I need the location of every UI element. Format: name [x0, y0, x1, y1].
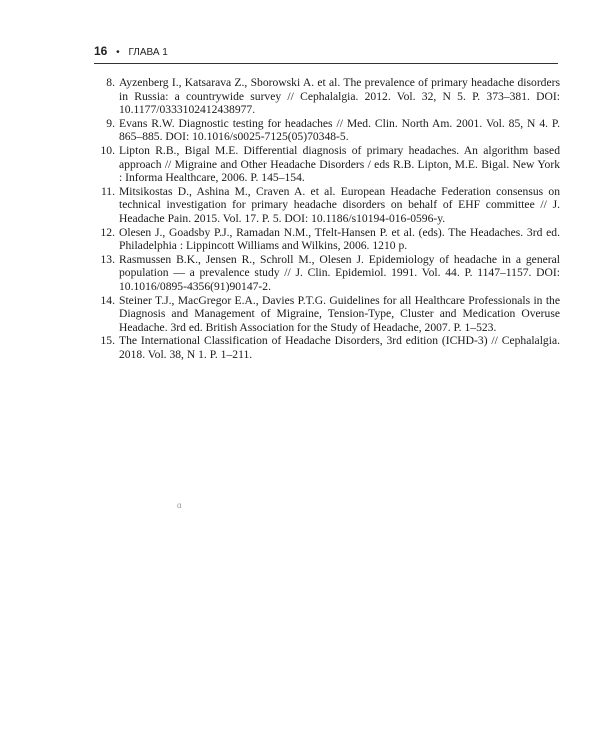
reference-text: The International Classification of Headache Disorders, 3rd edition (ICHD-3) // Cephalalgia. 2018. Vol. 38, N 1. P. 1–211.	[119, 334, 560, 361]
reference-text: Lipton R.B., Bigal M.E. Differential diagnosis of primary headaches. An algorithm based approach // Migraine and Other Headache Disorders / eds R.B. Lipton, M.E. Bigal. New York : Informa Healthcare, 2006. P. 145–154.	[119, 143, 560, 185]
reference-number: 11.	[100, 184, 115, 198]
reference-item	[94, 253, 560, 294]
reference-text: Rasmussen B.K., Jensen R., Schroll M., Olesen J. Epidemiology of headache in a general population — a prevalence study // J. Clin. Epidemiol. 1991. Vol. 44. P. 1147–1157. DOI: 10.1016/0895-4356(91)90147-2.	[119, 252, 560, 293]
reference-text: Steiner T.J., MacGregor E.A., Davies P.T.G. Guidelines for all Healthcare Professionals in the Diagnosis and Management of Migraine, Tension-Type, Cluster and Medication Overuse Headache. 3rd ed. British Association for the Study of Headache, 2007. P. 1–523.	[119, 293, 560, 334]
reference-number: 9.	[106, 116, 115, 130]
reference-item	[94, 185, 560, 226]
reference-item	[94, 294, 560, 335]
reference-item	[94, 117, 560, 144]
header-bullet: •	[116, 47, 120, 58]
reference-text: Ayzenberg I., Katsarava Z., Sborowski A. et al. The prevalence of primary headache disorders in Russia: a countrywide survey // Cephalalgia. 2012. Vol. 32, N 5. P. 373–381. DOI: 10.1177/0333102412438977.	[119, 76, 560, 117]
reference-item	[94, 334, 560, 361]
page-number: 16	[94, 44, 108, 58]
reference-list	[94, 76, 560, 361]
reference-item	[94, 144, 560, 185]
reference-number: 13.	[100, 252, 115, 266]
reference-text: Mitsikostas D., Ashina M., Craven A. et al. European Headache Federation consensus on technical investigation for primary headache disorders on behalf of EHF committee // J. Headache Pain. 2015. Vol. 17. P. 5. DOI: 10.1186/s10194-016-0596-y.	[119, 184, 560, 225]
stray-mark: ɑ	[177, 500, 182, 510]
reference-text: Olesen J., Goadsby P.J., Ramadan N.M., Tfelt-Hansen P. et al. (eds). The Headaches. 3rd ed. Philadelphia : Lippincott Williams and Wilkins, 2006. 1210 p.	[119, 225, 560, 253]
reference-item	[94, 226, 560, 253]
chapter-title: ГЛАВА 1	[128, 47, 168, 58]
reference-number: 12.	[100, 225, 115, 239]
reference-text: Evans R.W. Diagnostic testing for headaches // Med. Clin. North Am. 2001. Vol. 85, N 4. P. 865–885. DOI: 10.1016/s0025-7125(05)70348-5.	[119, 116, 560, 144]
running-header	[94, 43, 560, 59]
reference-number: 10.	[100, 143, 115, 157]
reference-number: 8.	[106, 76, 115, 89]
reference-item	[94, 76, 560, 117]
header-divider	[94, 63, 558, 64]
reference-number: 14.	[100, 293, 115, 307]
reference-number: 15.	[100, 334, 115, 348]
